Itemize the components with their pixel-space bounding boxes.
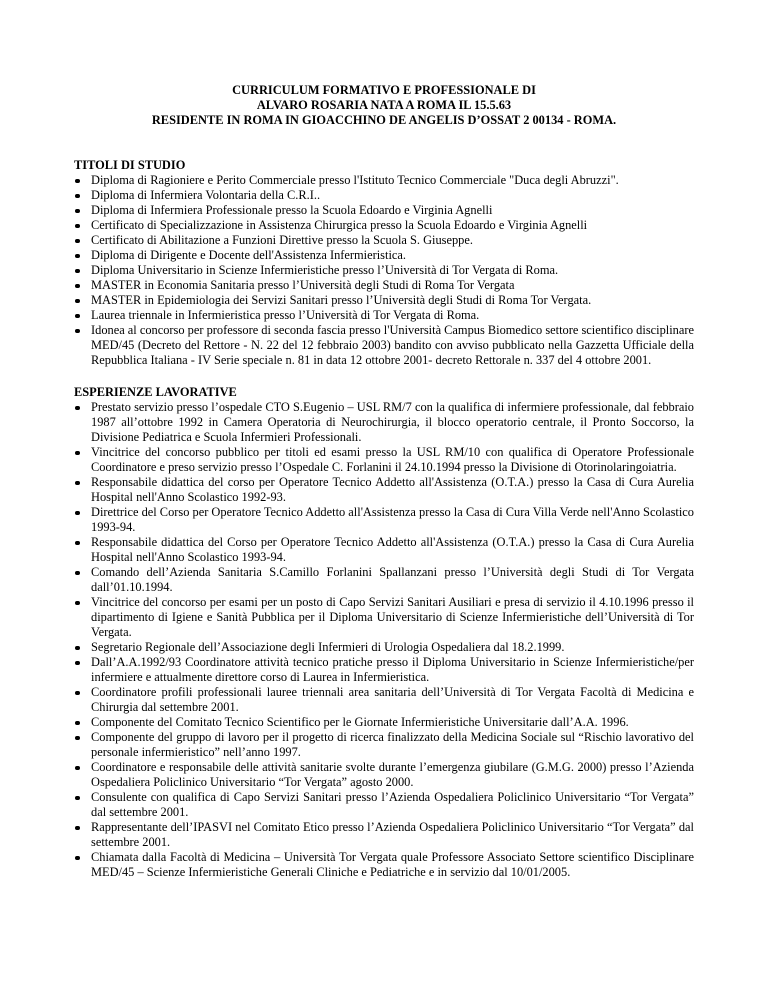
- list-item: [74, 475, 694, 505]
- list-item: [74, 760, 694, 790]
- header-line-1: CURRICULUM FORMATIVO E PROFESSIONALE DI: [232, 83, 536, 97]
- list-item-text: Coordinatore e responsabile delle attività sanitarie svolte durante l’emergenza giubilare (G.M.G. 2000) presso l’Azienda Ospedaliera Policlinico Universitario “Tor Vergata” agosto 2000.: [91, 760, 694, 789]
- header-line-3: RESIDENTE IN ROMA IN GIOACCHINO DE ANGELIS D’OSSAT 2 00134 - ROMA.: [151, 113, 617, 127]
- list-item-text: Prestato servizio presso l’ospedale CTO S.Eugenio – USL RM/7 con la qualifica di infermiere professionale, dal febbraio 1987 all’ottobre 1992 in Camera Operatoria di Neurochirurgia, il blocco operatorio centrale, il Pronto Soccorso, la Divisione Pediatrica e Scuola Infermieri Professionali.: [91, 400, 694, 444]
- bullet-icon: [75, 194, 80, 199]
- list-item: [74, 535, 694, 565]
- list-item: [74, 323, 694, 368]
- list-item-text: Responsabile didattica del corso per Operatore Tecnico Addetto all'Assistenza (O.T.A.) presso la Casa di Cura Aurelia Hospital nell'Anno Scolastico 1992-93.: [91, 475, 694, 504]
- list-item: [74, 685, 694, 715]
- bullet-icon: [75, 766, 80, 771]
- list-item-text: Idonea al concorso per professore di seconda fascia presso l'Università Campus Biomedico settore scientifico disciplinare MED/45 (Decreto del Rettore - N. 22 del 12 febbraio 2003) bandito con avviso pubblicato nella Gazzetta Ufficiale della Repubblica Italiana - IV Serie speciale n. 81 in data 12 ottobre 2001- decreto Rettorale n. 337 del 4 ottobre 2001.: [91, 323, 694, 367]
- list-item-text: Dall’A.A.1992/93 Coordinatore attività tecnico pratiche presso il Diploma Universitario in Scienze Infermieristiche/per infermiere e attualmente direttore corso di Laurea in Infermieristica.: [91, 655, 694, 684]
- bullet-icon: [75, 269, 80, 274]
- list-item: [74, 293, 694, 308]
- list-item: [74, 400, 694, 445]
- list-item: [74, 308, 694, 323]
- bullet-icon: [75, 254, 80, 259]
- list-item: [74, 218, 694, 233]
- bullet-icon: [75, 736, 80, 741]
- bullet-icon: [75, 721, 80, 726]
- bullet-icon: [75, 299, 80, 304]
- list-item-text: Certificato di Specializzazione in Assistenza Chirurgica presso la Scuola Edoardo e Virginia Agnelli: [91, 218, 588, 232]
- list-item: [74, 505, 694, 535]
- list-item: [74, 715, 694, 730]
- list-item: [74, 203, 694, 218]
- bullet-icon: [75, 284, 80, 289]
- list-item: [74, 640, 694, 655]
- list-item: [74, 565, 694, 595]
- bullet-icon: [75, 224, 80, 229]
- section-title-titoli: TITOLI DI STUDIO: [74, 158, 186, 172]
- list-item-text: Diploma Universitario in Scienze Infermieristiche presso l’Università di Tor Vergata di Roma.: [91, 263, 559, 277]
- bullet-icon: [75, 796, 80, 801]
- list-item-text: Chiamata dalla Facoltà di Medicina – Università Tor Vergata quale Professore Associato Settore scientifico Disciplinare MED/45 – Scienze Infermieristiche Generali Cliniche e Pediatriche e in servizio dal 10/01/2005.: [91, 850, 694, 879]
- list-item: [74, 188, 694, 203]
- list-item: [74, 595, 694, 640]
- list-item-text: Vincitrice del concorso per esami per un posto di Capo Servizi Sanitari Ausiliari e presa di servizio il 4.10.1996 presso il dipartimento di Igiene e Sanità Pubblica per il Diploma Universitario di Scienze Infermieristiche dell’Università di Tor Vergata.: [91, 595, 694, 639]
- section-title-esperienze: ESPERIENZE LAVORATIVE: [74, 385, 237, 399]
- list-item: [74, 730, 694, 760]
- bullet-icon: [75, 451, 80, 456]
- list-item-text: Comando dell’Azienda Sanitaria S.Camillo Forlanini Spallanzani presso l’Università degli Studi di Tor Vergata dall’01.10.1994.: [91, 565, 694, 594]
- bullet-icon: [75, 511, 80, 516]
- bullet-icon: [75, 179, 80, 184]
- bullet-icon: [75, 601, 80, 606]
- bullet-icon: [75, 314, 80, 319]
- list-item-text: MASTER in Epidemiologia dei Servizi Sanitari presso l’Università degli Studi di Roma Tor Vergata.: [91, 293, 592, 307]
- list-item-text: Diploma di Infermiera Volontaria della C.R.I..: [91, 188, 321, 202]
- list-item-text: Componente del gruppo di lavoro per il progetto di ricerca finalizzato della Medicina Sociale sul “Rischio lavorativo del personale infermieristico” nell’anno 1997.: [91, 730, 694, 759]
- list-item-text: Diploma di Infermiera Professionale presso la Scuola Edoardo e Virginia Agnelli: [91, 203, 493, 217]
- list-item: [74, 850, 694, 880]
- titoli-list: [74, 173, 694, 368]
- list-item-text: Laurea triennale in Infermieristica presso l’Università di Tor Vergata di Roma.: [91, 308, 480, 322]
- list-item-text: Consulente con qualifica di Capo Servizi Sanitari presso l’Azienda Ospedaliera Policlinico Universitario “Tor Vergata” dal settembre 2001.: [91, 790, 694, 819]
- bullet-icon: [75, 329, 80, 334]
- list-item: [74, 173, 694, 188]
- list-item-text: Responsabile didattica del Corso per Operatore Tecnico Addetto all'Assistenza (O.T.A.) presso la Casa di Cura Aurelia Hospital nell'Anno Scolastico 1993-94.: [91, 535, 694, 564]
- list-item-text: Coordinatore profili professionali lauree triennali area sanitaria dell’Università di Tor Vergata Facoltà di Medicina e Chirurgia dal settembre 2001.: [91, 685, 694, 714]
- bullet-icon: [75, 691, 80, 696]
- bullet-icon: [75, 406, 80, 411]
- list-item-text: Vincitrice del concorso pubblico per titoli ed esami presso la USL RM/10 con qualifica di Operatore Professionale Coordinatore e preso servizio presso l’Ospedale C. Forlanini il 24.10.1994 presso la Divisione di Otorinolaringoiatria.: [91, 445, 694, 474]
- list-item: [74, 655, 694, 685]
- document-header: [74, 83, 694, 128]
- list-item-text: Certificato di Abilitazione a Funzioni Direttive presso la Scuola S. Giuseppe.: [91, 233, 473, 247]
- header-line-2: ALVARO ROSARIA NATA A ROMA IL 15.5.63: [256, 98, 512, 112]
- list-item-text: Segretario Regionale dell’Associazione degli Infermieri di Urologia Ospedaliera dal 18.2.1999.: [91, 640, 565, 654]
- bullet-icon: [75, 571, 80, 576]
- bullet-icon: [75, 481, 80, 486]
- list-item-text: Rappresentante dell’IPASVI nel Comitato Etico presso l’Azienda Ospedaliera Policlinico Universitario “Tor Vergata” dal settembre 2001.: [91, 820, 694, 849]
- list-item: [74, 263, 694, 278]
- bullet-icon: [75, 239, 80, 244]
- list-item-text: Diploma di Ragioniere e Perito Commerciale presso l'Istituto Tecnico Commerciale "Duca degli Abruzzi".: [91, 173, 619, 187]
- section-spacer: [74, 368, 694, 385]
- list-item: [74, 248, 694, 263]
- bullet-icon: [75, 661, 80, 666]
- bullet-icon: [75, 541, 80, 546]
- bullet-icon: [75, 826, 80, 831]
- list-item: [74, 233, 694, 248]
- bullet-icon: [75, 646, 80, 651]
- list-item-text: MASTER in Economia Sanitaria presso l’Università degli Studi di Roma Tor Vergata: [91, 278, 515, 292]
- list-item: [74, 278, 694, 293]
- list-item-text: Direttrice del Corso per Operatore Tecnico Addetto all'Assistenza presso la Casa di Cura Villa Verde nell'Anno Scolastico 1993-94.: [91, 505, 694, 534]
- bullet-icon: [75, 856, 80, 861]
- list-item-text: Componente del Comitato Tecnico Scientifico per le Giornate Infermieristiche Universitarie dall’A.A. 1996.: [91, 715, 629, 729]
- list-item-text: Diploma di Dirigente e Docente dell'Assistenza Infermieristica.: [91, 248, 406, 262]
- list-item: [74, 790, 694, 820]
- bullet-icon: [75, 209, 80, 214]
- list-item: [74, 820, 694, 850]
- esperienze-list: [74, 400, 694, 880]
- list-item: [74, 445, 694, 475]
